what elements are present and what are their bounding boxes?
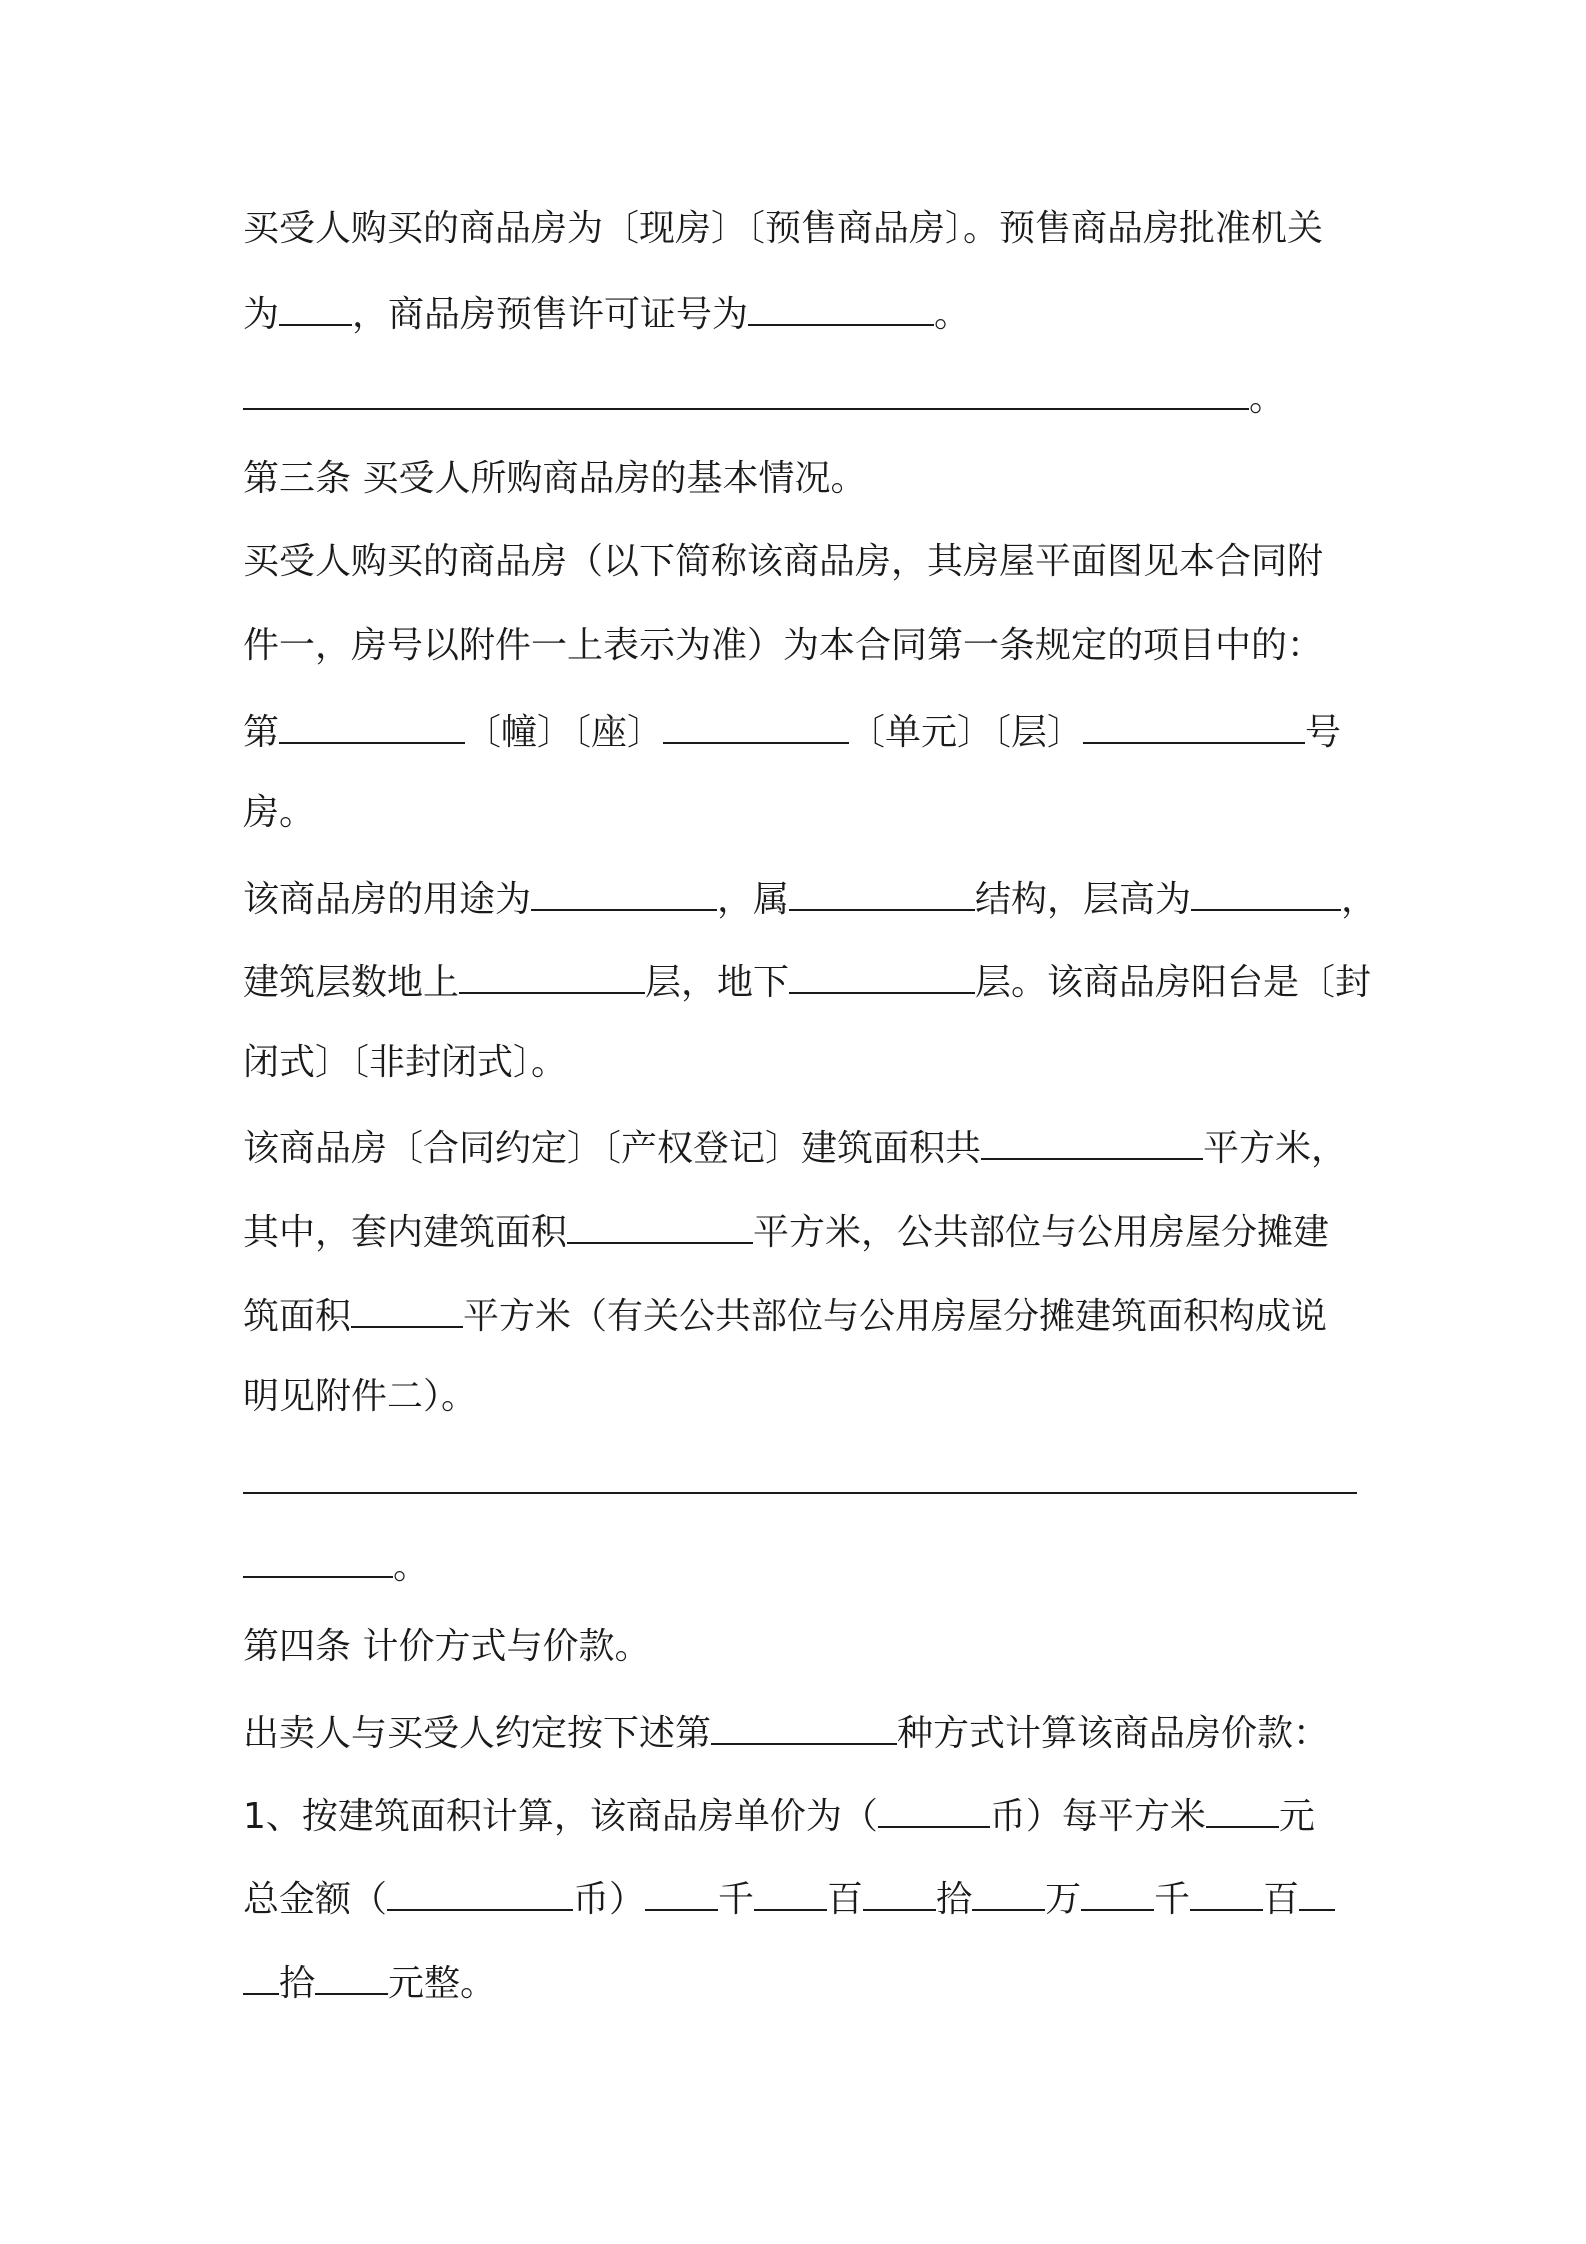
fill-in-blank[interactable]: [243, 1456, 1357, 1494]
fill-in-blank[interactable]: [1299, 1873, 1335, 1911]
fill-in-blank[interactable]: [878, 1790, 990, 1828]
fill-in-blank[interactable]: [1190, 1873, 1263, 1911]
line-text: 买受人购买的商品房为〔现房〕〔预售商品房〕。预售商品房批准机关: [243, 208, 1324, 249]
text-line: [243, 706, 1341, 754]
line-text: ，商品房预售许可证号为: [352, 294, 749, 335]
line-text: 总金额（: [243, 1879, 388, 1920]
text-line: [243, 1039, 567, 1087]
line-text: 。: [1249, 378, 1286, 419]
line-text: 万: [1045, 1879, 1082, 1920]
article-heading: [243, 1623, 650, 1671]
text-line: [243, 1122, 1347, 1170]
line-text: 拾: [936, 1879, 973, 1920]
fill-in-blank[interactable]: [748, 288, 934, 326]
line-text: 该商品房〔合同约定〕〔产权登记〕建筑面积共: [243, 1128, 982, 1169]
line-text: 种方式计算该商品房价款：: [897, 1713, 1330, 1754]
line-text: 第: [243, 712, 280, 753]
fill-in-blank[interactable]: [531, 873, 717, 911]
line-text: 出卖人与买受人约定按下述第: [243, 1713, 712, 1754]
line-text: 百: [827, 1879, 864, 1920]
fill-in-blank[interactable]: [279, 288, 352, 326]
line-text: 明见附件二）。: [243, 1376, 478, 1417]
fill-in-blank[interactable]: [351, 1290, 463, 1328]
line-text: ，属: [717, 879, 790, 920]
text-line: [243, 622, 1323, 670]
line-text: 层。该商品房阳台是〔封: [975, 962, 1372, 1003]
fill-in-blank[interactable]: [279, 706, 465, 744]
line-text: 元: [1278, 1796, 1315, 1837]
line-text: 层，地下: [645, 962, 790, 1003]
fill-in-blank[interactable]: [645, 1873, 718, 1911]
line-text: 第三条 买受人所购商品房的基本情况。: [243, 458, 867, 499]
text-line: [243, 1456, 1357, 1504]
line-text: 币）每平方米: [989, 1796, 1206, 1837]
text-line: [243, 1790, 1315, 1838]
fill-in-blank[interactable]: [243, 1540, 393, 1578]
fill-in-blank[interactable]: [567, 1206, 753, 1244]
fill-in-blank[interactable]: [863, 1873, 936, 1911]
fill-in-blank[interactable]: [315, 1957, 388, 1995]
text-line: [243, 1540, 429, 1588]
line-text: 平方米，公共部位与公用房屋分摊建: [753, 1212, 1330, 1253]
text-line: [243, 1373, 477, 1421]
line-text: 号: [1305, 712, 1342, 753]
line-text: 平方米（有关公共部位与公用房屋分摊建筑面积构成说: [463, 1296, 1328, 1337]
line-text: 结构，层高为: [975, 879, 1192, 920]
fill-in-blank[interactable]: [1081, 1873, 1154, 1911]
fill-in-blank[interactable]: [972, 1873, 1045, 1911]
line-text: 〔单元〕〔层〕: [849, 712, 1084, 753]
fill-in-blank[interactable]: [1206, 1790, 1279, 1828]
line-text: 筑面积: [243, 1296, 352, 1337]
line-text: 第四条 计价方式与价款。: [243, 1626, 651, 1667]
fill-in-blank[interactable]: [459, 956, 645, 994]
text-line: [243, 288, 970, 336]
line-text: 。: [393, 1546, 430, 1587]
fill-in-blank[interactable]: [754, 1873, 827, 1911]
line-text: 百: [1263, 1879, 1300, 1920]
line-text: 。: [934, 294, 971, 335]
text-line: [243, 1707, 1329, 1755]
line-text: 千: [1154, 1879, 1191, 1920]
line-text: 闭式〕〔非封闭式〕。: [243, 1042, 568, 1083]
line-text: 房。: [243, 792, 316, 833]
fill-in-blank[interactable]: [1083, 706, 1305, 744]
line-text: 件一，房号以附件一上表示为准）为本合同第一条规定的项目中的：: [243, 625, 1324, 666]
line-text: 建筑层数地上: [243, 962, 460, 1003]
fill-in-blank[interactable]: [789, 956, 975, 994]
fill-in-blank[interactable]: [663, 706, 849, 744]
line-text: 其中，套内建筑面积: [243, 1212, 568, 1253]
fill-in-blank[interactable]: [387, 1873, 573, 1911]
fill-in-blank[interactable]: [981, 1122, 1203, 1160]
text-line: [243, 1957, 496, 2005]
article-heading: [243, 455, 866, 503]
text-line: [243, 538, 1323, 586]
text-line: [243, 1290, 1327, 1338]
fill-in-blank[interactable]: [243, 372, 1249, 410]
fill-in-blank[interactable]: [243, 1957, 279, 1995]
line-text: 币）: [573, 1879, 646, 1920]
line-text: 为: [243, 294, 280, 335]
line-text: 〔幢〕〔座〕: [465, 712, 664, 753]
fill-in-blank[interactable]: [789, 873, 975, 911]
text-line: [243, 372, 1285, 420]
line-text: ，: [1341, 879, 1378, 920]
line-text: 拾: [279, 1963, 316, 2004]
fill-in-blank[interactable]: [711, 1707, 897, 1745]
line-text: 千: [718, 1879, 755, 1920]
line-text: 1、按建筑面积计算，该商品房单价为（: [243, 1796, 878, 1837]
text-line: [243, 789, 315, 837]
text-line: [243, 205, 1323, 253]
line-text: 元整。: [388, 1963, 497, 2004]
text-line: [243, 1873, 1335, 1921]
line-text: 平方米，: [1203, 1128, 1348, 1169]
fill-in-blank[interactable]: [1191, 873, 1341, 911]
text-line: [243, 873, 1377, 921]
text-line: [243, 1206, 1329, 1254]
text-line: [243, 956, 1371, 1004]
line-text: 买受人购买的商品房（以下简称该商品房，其房屋平面图见本合同附: [243, 541, 1324, 582]
line-text: 该商品房的用途为: [243, 879, 532, 920]
